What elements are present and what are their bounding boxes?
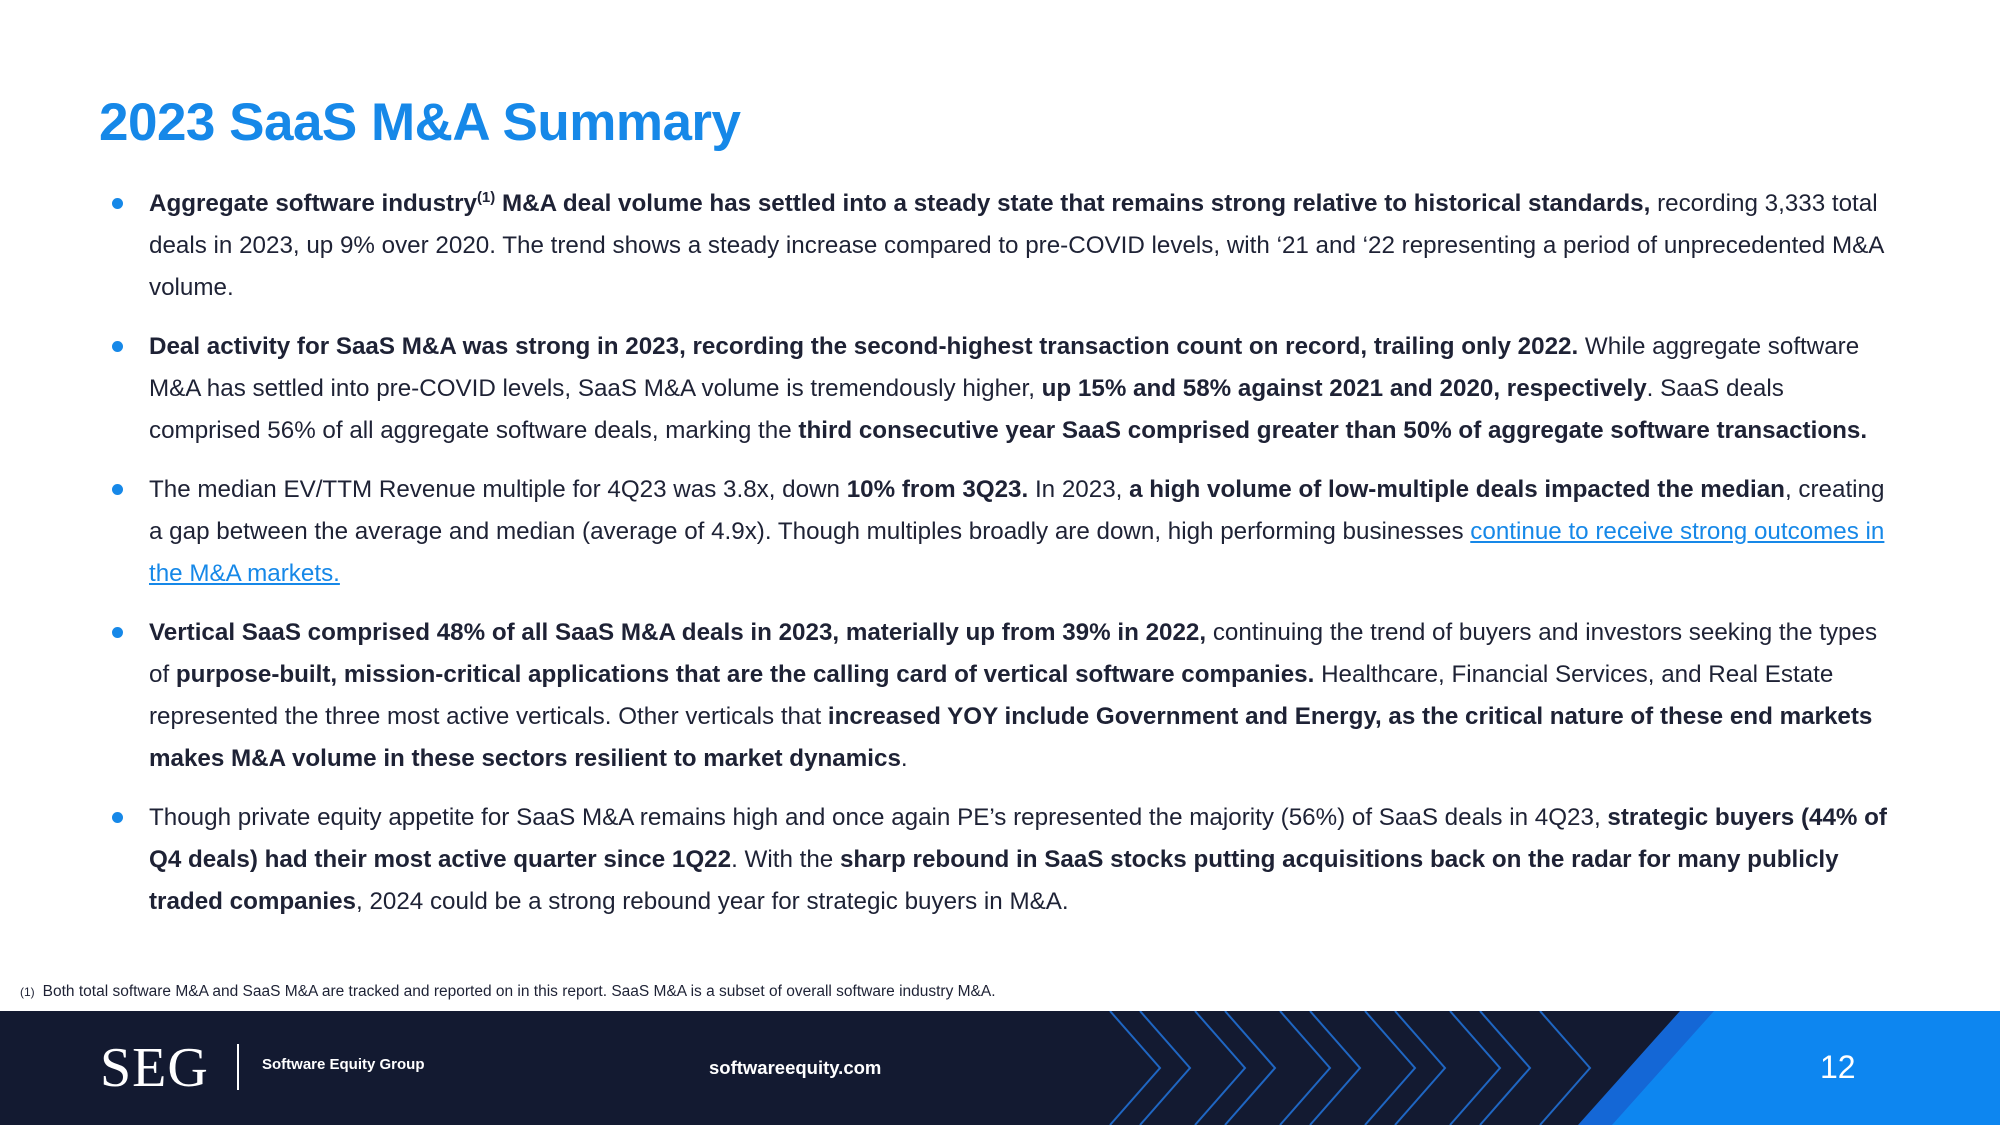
logo-divider — [237, 1044, 239, 1090]
strong-outcomes-link[interactable]: continue to receive strong outcomes in the M&A markets. — [149, 518, 1885, 587]
chevron-icon — [1140, 1011, 1190, 1125]
bullet-aggregate-software — [110, 183, 1900, 309]
seg-logo: SEG — [100, 1037, 209, 1099]
bullet-dot-icon — [112, 627, 123, 638]
bullet-text-bold: strategic buyers (44% of Q4 deals) had their most active quarter since 1Q22 — [149, 804, 1887, 873]
chevron-icon — [1365, 1011, 1415, 1125]
bullet-text: Though private equity appetite for SaaS M&A remains high and once again PE’s represented the majority (56%) of SaaS deals in 4Q23, — [149, 804, 1608, 831]
bullet-text: . With the — [731, 846, 840, 873]
footnote-marker: (1) — [20, 985, 35, 999]
bullet-text-bold: sharp rebound in SaaS stocks putting acquisitions back on the radar for many publicly traded companies — [149, 846, 1839, 915]
bullet-text: While aggregate software M&A has settled into pre-COVID levels, SaaS M&A volume is tremendously higher, — [149, 333, 1860, 402]
bullet-text-bold: Deal activity for SaaS M&A was strong in 2023, recording the second-highest transaction count on record, trailing only 2022. — [149, 333, 1579, 360]
chevron-icon — [1395, 1011, 1445, 1125]
bullet-text: The median EV/TTM Revenue multiple for 4Q23 was 3.8x, down — [149, 476, 847, 503]
footnote — [20, 983, 996, 1001]
bullet-text-bold: Aggregate software industry — [149, 190, 477, 217]
footer-url: softwareequity.com — [709, 1057, 882, 1078]
chevron-icon — [1280, 1011, 1330, 1125]
chevron-icon — [1310, 1011, 1360, 1125]
chevron-icon — [1450, 1011, 1500, 1125]
bullet-text-bold: M&A deal volume has settled into a steady state that remains strong relative to historical standards, — [495, 190, 1651, 217]
bullet-median-multiple — [110, 469, 1900, 595]
chevron-icon — [1480, 1011, 1530, 1125]
bullet-text-bold: increased YOY include Government and Energy, as the critical nature of these end markets makes M&A volume in these sectors resilient to market dynamics — [149, 703, 1873, 772]
bullet-dot-icon — [112, 198, 123, 209]
footnote-reference: (1) — [476, 188, 496, 206]
bullet-saas-deal-activity — [110, 326, 1900, 452]
page-number: 12 — [1820, 1049, 1856, 1085]
chevron-icon — [1110, 1011, 1160, 1125]
summary-bullet-list — [110, 183, 1900, 940]
bullet-dot-icon — [112, 484, 123, 495]
bullet-text: continuing the trend of buyers and investors seeking the types of — [149, 619, 1878, 688]
bullet-text: In 2023, — [1028, 476, 1130, 503]
bullet-text-bold: Vertical SaaS comprised 48% of all SaaS M&A deals in 2023, materially up from 39% in 2022, — [149, 619, 1207, 646]
footnote-text: Both total software M&A and SaaS M&A are tracked and reported on in this report. SaaS M&A is a subset of overall software industry M&A. — [42, 983, 996, 1000]
bullet-text-bold: up 15% and 58% against 2021 and 2020, respectively — [1041, 375, 1647, 402]
bullet-private-equity — [110, 797, 1900, 923]
bullet-text: . SaaS deals comprised 56% of all aggregate software deals, marking the — [149, 375, 1784, 444]
bullet-text-bold: third consecutive year SaaS comprised greater than 50% of aggregate software transactions. — [798, 417, 1868, 444]
footer-bar — [0, 1011, 2000, 1125]
bullet-text-bold: 10% from 3Q23. — [846, 476, 1029, 503]
chevron-icon — [1540, 1011, 1590, 1125]
bullet-dot-icon — [112, 812, 123, 823]
company-name: Software Equity Group — [262, 1056, 425, 1073]
bullet-vertical-saas — [110, 612, 1900, 780]
bullet-text: Healthcare, Financial Services, and Real Estate represented the three most active verticals. Other verticals that — [149, 661, 1834, 730]
bullet-text-bold: a high volume of low-multiple deals impacted the median — [1129, 476, 1785, 503]
chevron-icon — [1225, 1011, 1275, 1125]
bullet-text: recording 3,333 total deals in 2023, up 9% over 2020. The trend shows a steady increase compared to pre-COVID levels, with ‘21 and ‘22 representing a period of unprecedented M&A volume. — [149, 190, 1884, 301]
bullet-text: , creating a gap between the average and median (average of 4.9x). Though multiples broadly are down, high performing businesses — [149, 476, 1885, 545]
bullet-text: . — [900, 745, 908, 772]
bullet-text: , 2024 could be a strong rebound year for strategic buyers in M&A. — [356, 888, 1069, 915]
bullet-dot-icon — [112, 341, 123, 352]
page-title: 2023 SaaS M&A Summary — [99, 93, 741, 152]
bullet-text-bold: purpose-built, mission-critical applications that are the calling card of vertical software companies. — [175, 661, 1315, 688]
chevron-icon — [1195, 1011, 1245, 1125]
